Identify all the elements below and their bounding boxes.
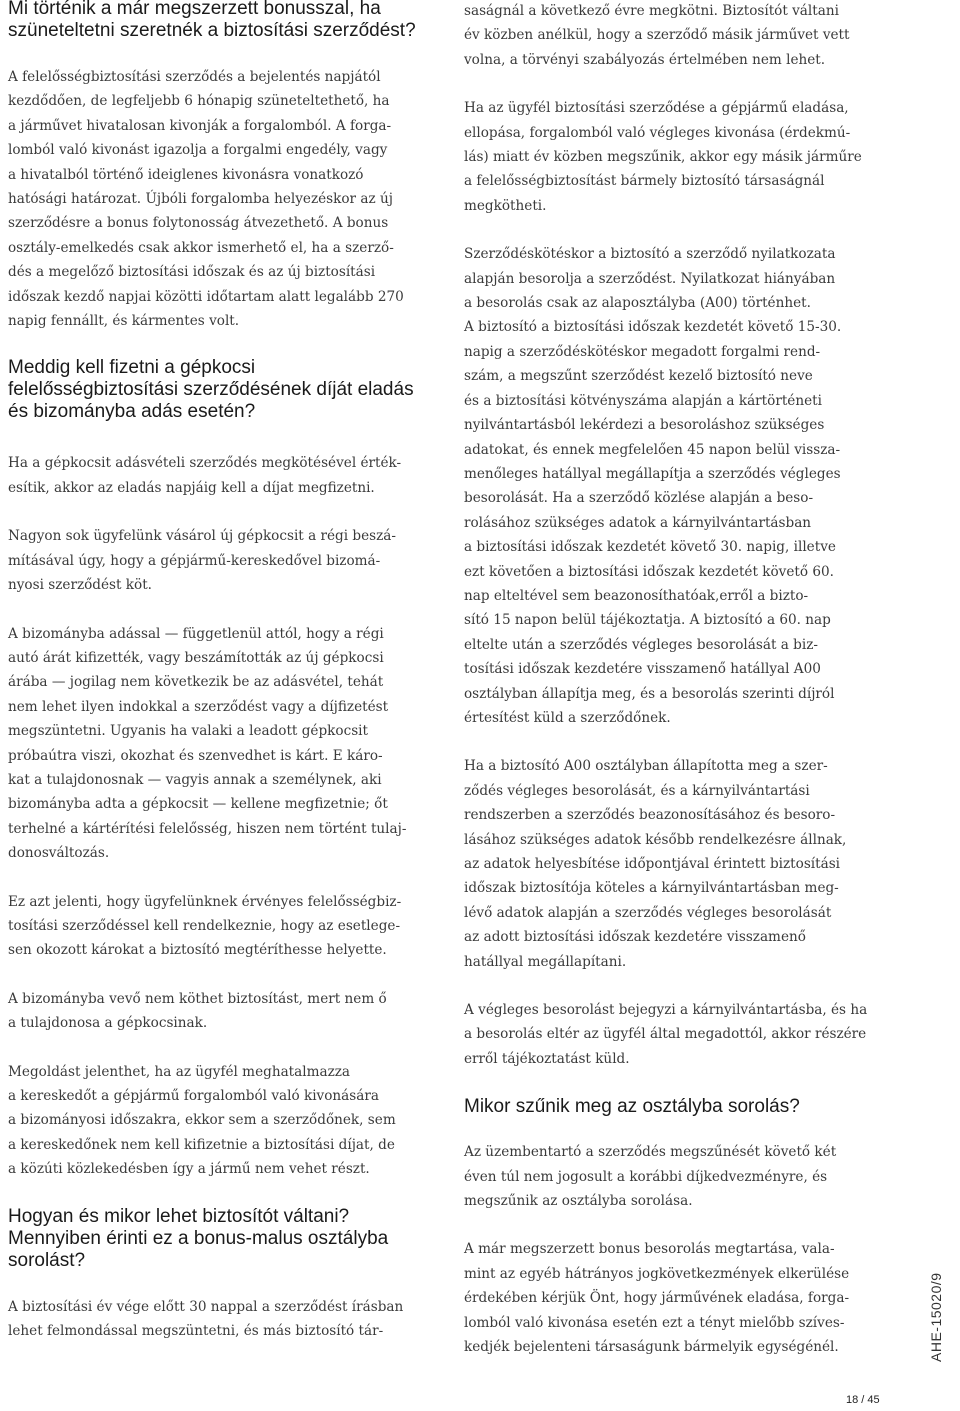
heading-classification-end: Mikor szűnik meg az osztályba sorolás? (464, 1096, 800, 1118)
paragraph-two-years: Az üzembentartó a szerződés megszűnését követő két éven túl nem jogosult a korábbi díjkedvezményre, és megszűnik az osztályba sorolása. (464, 1144, 837, 1210)
paragraph-suspension-rules: A felelősségbiztosítási szerződés a bejelentés napjától kezdődően, de legfeljebb 6 hónapig szüneteltethető, ha a járművet hivatalosan kivonják a forgalomból. A forga- lomból való kivonást igazolja a forgalmi engedély, vagy a hivatalból történő ideiglenes kivonásra vonatkozó hatósági határozat. Újbóli forgalomba helyezéskor az új szerződésre a bonus folytonosság átvezethető. A bonus osztály-emelkedés csak akkor ismerhető el, ha a szerző- dés a megelőző biztosítási időszak és az új biztosítási időszak kezdő napjai közötti időtartam alatt legalább 270 napig fennállt, és kármentes volt. (8, 69, 404, 330)
paragraph-switch-continued: saságnál a következő évre megkötni. Biztosítót váltani év közben anélkül, hogy a szerződő másik járművet vett volna, a törvényi szabályozás értelmében nem lehet. (464, 3, 850, 68)
right-column (464, 0, 894, 1360)
page-number: 18 / 45 (846, 1394, 880, 1406)
heading-fee-payment-sale: Meddig kell fizetni a gépkocsi felelősségbiztosítási szerződésének díját eladás és bizományba adás esetén? (8, 357, 414, 423)
heading-bonus-suspension: Mi történik a már megszerzett bonusszal, ha szüneteltetni szeretnék a biztosítási szerződést? (8, 0, 416, 41)
document-code-label: AHE-15020/9 (928, 1272, 944, 1362)
left-column (8, 0, 428, 1343)
paragraph-classification: Szerződéskötéskor a biztosító a szerződő nyilatkozata alapján besorolja a szerződést. Nyilatkozat hiányában a besorolás csak az alaposztályba (A00) történhet. A biztosító a biztosítási időszak kezdetét követő 15-30. napig a szerződéskötéskor megadott forgalmi rend- szám, a megszűnt szerződést kezelő biztosító neve és a biztosítási kötvényszáma alapján a kártörténeti nyilvántartásból lekérdezi a besoroláshoz szükséges adatokat, és ennek megfelelően 45 napon belül vissza- menőleges hatállyal megállapítja a szerződés végleges besorolását. Ha a szerződő közlése alapján a beso- rolásához szükséges adatok a kárnyilvántartásban a biztosítási időszak kezdetét követő 30. napig, illetve ezt követően a biztosítási időszak kezdetét követő 60. nap elteltével sem beazonosíthatóak,erről a bizto- sító 15 napon belül tájékoztatja. A biztosító a 60. nap eltelte után a szerződés végleges besorolását a biz- tosítási időszak kezdetére visszamenő hatállyal A00 osztályban állapítja meg, és a besorolás szerinti díjról értesítést küld a szerződőnek. (464, 246, 842, 726)
paragraph-solution: Megoldást jelenthet, ha az ügyfél meghatalmazza a kereskedőt a gépjármű forgalomból való kivonására a bizományosi időszakra, ekkor sem a szerződőnek, sem a kereskedőnek nem kell kifizetnie a biztosítási díjat, de a közúti közlekedésben így a jármű nem vehet részt. (8, 1063, 396, 1178)
paragraph-consignment: A bizományba adással — függetlenül attól, hogy a régi autó árát kifizették, vagy beszámították az új gépkocsi árába — jogilag nem következik be az adásvétel, tehát nem lehet ilyen indokkal a szerződést vagy a díjfizetést megszüntetni. Ugyanis ha valaki a leadott gépkocsit próbaútra viszi, okozhat és szenvedhet is kárt. E káro- kat a tulajdonosnak — vagyis annak a személynek, aki bizományba adta a gépkocsit — kellene megfizetnie; őt terhelné a kártérítési felelősség, hiszen nem történt tulaj- donosváltozás. (8, 625, 407, 862)
heading-switch-insurer: Hogyan és mikor lehet biztosítót váltani? Mennyiben érinti ez a bonus-malus osztályba sorolást? (8, 1205, 389, 1271)
paragraph-termination: A biztosítási év vége előtt 30 nappal a szerződést írásban lehet felmondással megszüntetni, és más biztosító tár- (8, 1298, 404, 1340)
paragraph-consignee: A bizományba vevő nem köthet biztosítást, mert nem ő a tulajdonosa a gépkocsinak. (8, 990, 387, 1032)
paragraph-keep-bonus: A már megszerzett bonus besorolás megtartása, vala- mint az egyéb hátrányos jogkövetkezmények elkerülése érdekében kérjük Önt, hogy járművének eladása, forga- lomból való kivonása esetén ezt a tényt mielőbb szíves- kedjék bejelenteni társaságunk bármelyik egységénél. (464, 1241, 850, 1356)
paragraph-a00-class: Ha a biztosító A00 osztályban állapította meg a szer- ződés végleges besorolását, és a kárnyilvántartási rendszerben a szerződés beazonosításához és besoro- lásához szükséges adatok később rendelkezésre állnak, az adatok helyesbítése időpontjával érintett biztosítási időszak biztosítója köteles a kárnyilvántartásban meg- lévő adatok alapján a szerződés végleges besorolását az adott biztosítási időszak kezdetére visszamenő hatállyal megállapítani. (464, 758, 847, 970)
paragraph-contract-ending: Ha az ügyfél biztosítási szerződése a gépjármű eladása, ellopása, forgalomból való végleges kivonása (érdekmú- lás) miatt év közben megszűnik, akkor egy másik járműre a felelősségbiztosítást bármely biztosító társaságnál megkötheti. (464, 100, 862, 214)
paragraph-sale-fee: Ha a gépkocsit adásvételi szerződés megkötésével érték- esítik, akkor az eladás napjáig kell a díjat megfizetni. (8, 455, 402, 496)
paragraph-trade-in: Nagyon sok ügyfelünk vásárol új gépkocsit a régi beszá- mításával úgy, hogy a gépjármű-kereskedővel bizomá- nyosi szerződést köt. (8, 528, 397, 594)
paragraph-valid-insurance: Ez azt jelenti, hogy ügyfelünknek érvényes felelősségbiz- tosítási szerződéssel kell rendelkeznie, hogy az esetlege- sen okozott károkat a biztosító megtéríthesse helyette. (8, 893, 402, 959)
paragraph-final-classification: A végleges besorolást bejegyzi a kárnyilvántartásba, és ha a besorolás eltér az ügyfél által megadottól, akkor részére erről tájékoztatást küld. (464, 1002, 868, 1067)
